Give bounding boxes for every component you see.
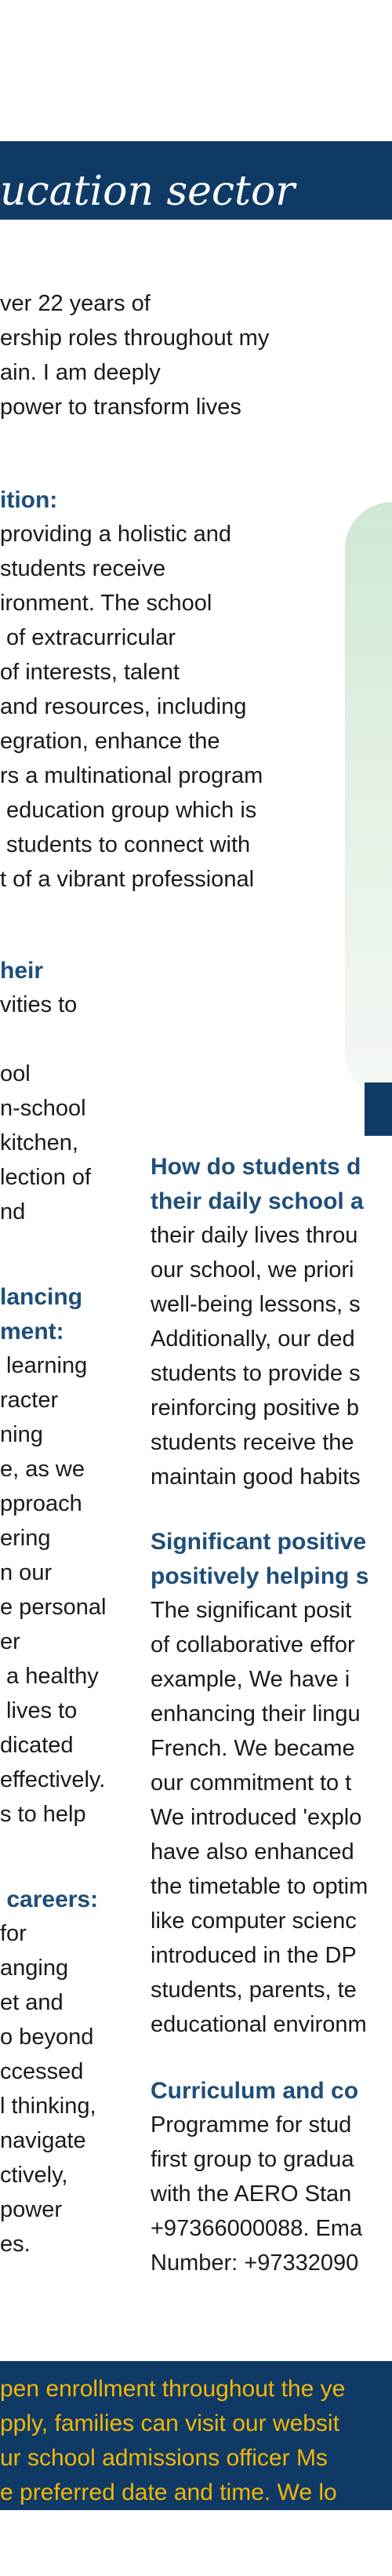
vision-line: t of a vibrant professional	[0, 867, 255, 892]
right-a-line: reinforcing positive b	[151, 1395, 359, 1421]
vision-line: providing a holistic and	[0, 522, 232, 547]
vision-line: of extracurricular	[0, 625, 176, 650]
left-c-line: ctively,	[0, 2163, 68, 2188]
left-a-line: kitchen,	[0, 1130, 78, 1155]
intro-line: power to transform lives	[0, 395, 241, 420]
left-c-line: l thinking,	[0, 2094, 96, 2119]
right-a-line: students to provide s	[151, 1361, 361, 1386]
section-heading: Significant positive	[151, 1529, 367, 1555]
vision-line: students receive	[0, 556, 166, 581]
right-b-line: enhancing their lingu	[151, 1701, 361, 1726]
left-b-line: er	[0, 1629, 20, 1654]
left-c-line: es.	[0, 2232, 31, 2257]
left-a-line: nd	[0, 1199, 26, 1224]
footer-line: pen enrollment throughout the ye	[0, 2376, 346, 2402]
right-b-line: We introduced 'explo	[151, 1805, 362, 1830]
left-c-line: for	[0, 1921, 27, 1946]
left-b-line: a healthy	[0, 1664, 99, 1689]
left-b-line: pproach	[0, 1491, 82, 1516]
photo-caption-bar	[365, 1082, 392, 1136]
left-c-line: navigate	[0, 2128, 86, 2153]
left-b-line: n our	[0, 1560, 53, 1585]
left-c-line: ccessed	[0, 2059, 84, 2084]
section-heading: their daily school a	[151, 1188, 364, 1214]
vision-line: education group which is	[0, 798, 257, 823]
banner-title: ucation sector	[0, 168, 296, 215]
right-c-line: first group to gradua	[151, 2147, 354, 2172]
left-a-line: vities to	[0, 992, 78, 1017]
vision-line: of interests, talent	[0, 660, 180, 685]
left-b-line: effectively.	[0, 1767, 106, 1792]
portrait-photo	[345, 502, 392, 1098]
right-a-line: well-being lessons, s	[151, 1292, 361, 1317]
right-a-line: maintain good habits	[151, 1464, 361, 1490]
right-c-line: with the AERO Stan	[151, 2181, 352, 2207]
vision-line: egration, enhance the	[0, 729, 220, 754]
vision-line: students to connect with	[0, 832, 251, 857]
left-b-line: ning	[0, 1422, 43, 1447]
right-b-line: example, We have i	[151, 1667, 350, 1692]
right-a-line: Additionally, our ded	[151, 1326, 355, 1352]
section-heading: careers:	[0, 1887, 99, 1912]
left-c-line: power	[0, 2197, 62, 2222]
left-c-line: anging	[0, 1956, 69, 1981]
right-b-line: like computer scienc	[151, 1908, 357, 1934]
right-a-line: their daily lives throu	[151, 1223, 358, 1248]
left-c-line: o beyond	[0, 2025, 94, 2050]
section-heading: ment:	[0, 1319, 64, 1344]
vision-line: ironment. The school	[0, 591, 212, 616]
right-b-line: educational environm	[151, 2012, 367, 2037]
section-heading: lancing	[0, 1284, 83, 1310]
left-a-line: n-school	[0, 1096, 86, 1121]
left-b-line: learning	[0, 1353, 88, 1378]
right-b-line: the timetable to optim	[151, 1874, 368, 1899]
right-b-line: The significant posit	[151, 1598, 352, 1623]
left-b-line: dicated	[0, 1733, 74, 1758]
intro-line: ership roles throughout my	[0, 326, 270, 351]
right-b-line: of collaborative effor	[151, 1632, 355, 1657]
right-c-line: +97366000088. Ema	[151, 2216, 363, 2241]
right-b-line: our commitment to t	[151, 1770, 352, 1796]
left-b-line: s to help	[0, 1802, 86, 1827]
left-c-line: et and	[0, 1990, 64, 2015]
right-a-line: our school, we priori	[151, 1257, 354, 1283]
left-b-line: lives to	[0, 1698, 78, 1723]
section-heading: ition:	[0, 487, 58, 513]
vision-line: and resources, including	[0, 694, 247, 719]
left-b-line: ering	[0, 1526, 51, 1551]
right-b-line: introduced in the DP	[151, 1943, 357, 1968]
section-heading: How do students d	[151, 1154, 361, 1180]
right-c-line: Programme for stud	[151, 2112, 352, 2138]
right-b-line: students, parents, te	[151, 1977, 357, 2003]
intro-line: ver 22 years of	[0, 291, 151, 316]
footer-line: ur school admissions officer Ms	[0, 2445, 328, 2471]
footer-line: e preferred date and time. We lo	[0, 2480, 337, 2505]
footer-line: pply, families can visit our websit	[0, 2410, 339, 2436]
right-b-line: have also enhanced	[151, 1839, 354, 1865]
right-a-line: students receive the	[151, 1430, 354, 1455]
left-b-line: e personal	[0, 1595, 107, 1620]
left-a-line: lection of	[0, 1165, 92, 1190]
right-b-line: French. We became	[151, 1736, 355, 1761]
left-b-line: e, as we	[0, 1457, 85, 1482]
left-b-line: racter	[0, 1388, 59, 1413]
vision-line: rs a multinational program	[0, 763, 263, 788]
section-heading: heir	[0, 958, 44, 984]
section-heading: Curriculum and co	[151, 2078, 359, 2104]
right-c-line: Number: +97332090	[151, 2250, 359, 2276]
intro-line: ain. I am deeply	[0, 360, 161, 385]
section-heading: positively helping s	[151, 1563, 369, 1589]
left-a-line: ool	[0, 1061, 31, 1086]
